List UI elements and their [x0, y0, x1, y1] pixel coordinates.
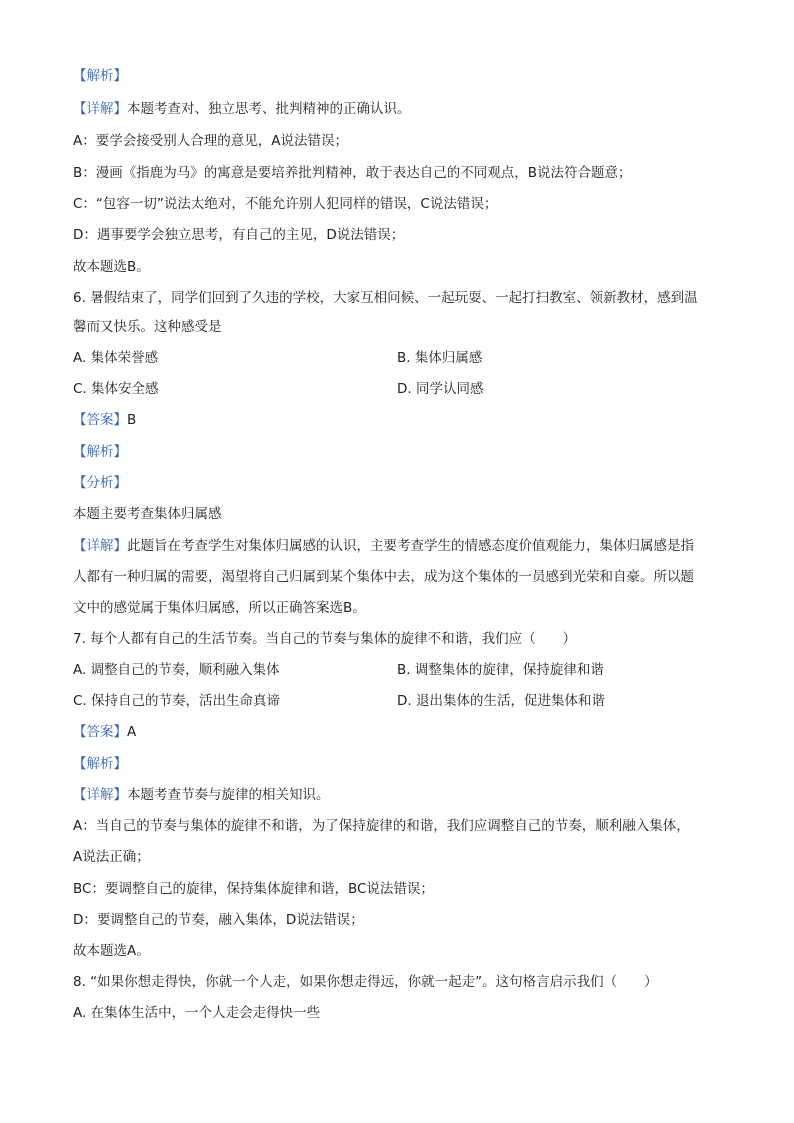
breakdown-heading-q6: [73, 473, 733, 493]
q7-answer-line: [73, 722, 733, 742]
q6-breakdown-text: 本题主要考查集体归属感: [73, 506, 222, 522]
q8-option-a: A. 在集体生活中，一个人走会走得快一些: [73, 1005, 321, 1021]
q7-option-a: A. 调整自己的节奏，顺利融入集体: [73, 662, 280, 678]
q7-detail-line: [73, 785, 733, 805]
detail-tag: 【详解】: [73, 101, 127, 117]
analysis-heading-q5: [73, 66, 733, 86]
q6-option-a: A. 集体荣誉感: [73, 350, 159, 366]
answer-tag: 【答案】: [73, 724, 127, 740]
q6-answer: B: [127, 412, 137, 428]
q5-conclusion: 故本题选B。: [73, 259, 150, 275]
breakdown-tag: 【分析】: [73, 475, 127, 491]
q7-option-b: B. 调整集体的旋律，保持旋律和谐: [397, 662, 604, 678]
q7-answer: A: [127, 724, 137, 740]
q7-stem: 7. 每个人都有自己的生活节奏。当自己的节奏与集体的旋律不和谐，我们应（ ）: [73, 631, 577, 647]
q6-stem-line1: 6. 暑假结束了，同学们回到了久违的学校，大家互相问候、一起玩耍、一起打扫教室、领新教材，感到温: [73, 290, 698, 306]
q8-stem: 8. “如果你想走得快，你就一个人走，如果你想走得远，你就一起走”。这句格言启示我们（ ）: [73, 974, 658, 990]
q5-explanation-c: C：“包容一切”说法太绝对，不能允许别人犯同样的错误，C说法错误；: [73, 196, 498, 212]
q6-option-d: D. 同学认同感: [397, 381, 484, 397]
detail-tag: 【详解】: [73, 787, 127, 803]
q6-option-c: C. 集体安全感: [73, 381, 159, 397]
q7-explanation-bc: BC：要调整自己的旋律，保持集体旋律和谐，BC说法错误；: [73, 881, 434, 897]
q6-option-b: B. 集体归属感: [397, 350, 483, 366]
analysis-tag: 【解析】: [73, 444, 127, 460]
q7-option-d: D. 退出集体的生活，促进集体和谐: [397, 693, 605, 709]
q6-detail-line1: [73, 536, 733, 556]
q7-explanation-a-line1: A：当自己的节奏与集体的旋律不和谐，为了保持旋律的和谐，我们应调整自己的节奏，顺利融入集体，: [73, 818, 690, 834]
q6-detail-line3: 文中的感觉属于集体归属感，所以正确答案选B。: [73, 600, 366, 616]
q7-explanation-d: D：要调整自己的节奏，融入集体，D说法错误；: [73, 912, 364, 928]
q6-answer-line: [73, 410, 733, 430]
q5-explanation-a: A：要学会接受别人合理的意见，A说法错误；: [73, 133, 348, 149]
q7-conclusion: 故本题选A。: [73, 943, 150, 959]
q6-detail-line2: 人都有一种归属的需要，渴望将自己归属到某个集体中去，成为这个集体的一员感到光荣和自豪。所以题: [73, 569, 694, 585]
q7-detail-text: 本题考查节奏与旋律的相关知识。: [127, 787, 330, 803]
q5-explanation-d: D：遇事要学会独立思考，有自己的主见，D说法错误；: [73, 227, 405, 243]
answer-tag: 【答案】: [73, 412, 127, 428]
q7-option-c: C. 保持自己的节奏，活出生命真谛: [73, 693, 281, 709]
q6-detail-text: 此题旨在考查学生对集体归属感的认识，主要考查学生的情感态度价值观能力，集体归属感是指: [127, 538, 694, 554]
detail-text: 本题考查对、独立思考、批判精神的正确认识。: [127, 101, 411, 117]
analysis-tag: 【解析】: [73, 68, 127, 84]
analysis-heading-q7: [73, 754, 733, 774]
detail-tag: 【详解】: [73, 538, 127, 554]
q6-stem-line2: 馨而又快乐。这种感受是: [73, 319, 222, 335]
detail-line-q5: [73, 99, 733, 119]
analysis-heading-q6: [73, 442, 733, 462]
q5-explanation-b: B：漫画《指鹿为马》的寓意是要培养批判精神，敢于表达自己的不同观点，B说法符合题意；: [73, 165, 632, 181]
analysis-tag: 【解析】: [73, 756, 127, 772]
q7-explanation-a-line2: A说法正确；: [73, 849, 150, 865]
